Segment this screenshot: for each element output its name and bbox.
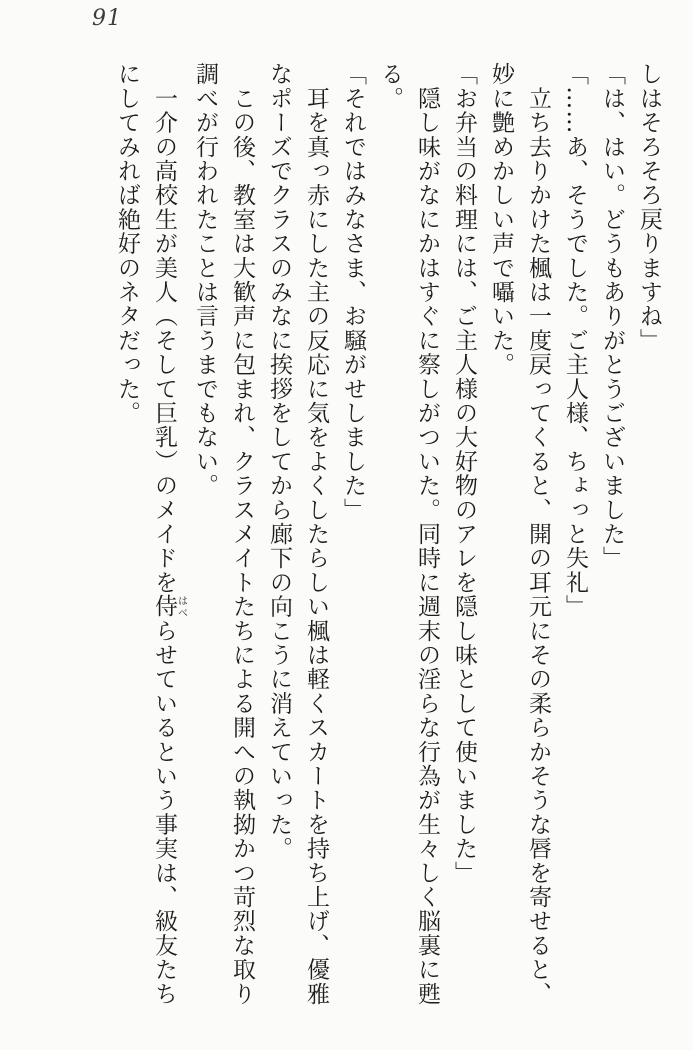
ruby-annotation [151,594,187,619]
paragraph-continuation: しはそろそろ戻りますね」 [636,62,662,353]
paragraph-final [108,62,186,1006]
paragraph-narration: この後、教室は大歓声に包まれ、クラスメイトたちによる開への執拗かつ苛烈な取り調べが行われたことは言うまでもない。 [192,62,255,1006]
paragraph-final-post: らせているという事実は、級友たちにしてみれば絶好のネタだった。 [114,62,177,1006]
paragraph-narration: 立ち去りかけた楓は一度戻ってくると、開の耳元にその柔らかそうな唇を寄せると、妙に艶めかしい声で囁いた。 [488,62,551,1006]
ruby-base: 侍 [151,594,177,619]
paragraph-dialogue: 「……あ、そうでした。ご主人様、ちょっと失礼」 [562,62,588,619]
paragraph-dialogue: 「お弁当の料理には、ご主人様の大好物のアレを隠し味として使いました」 [451,62,477,885]
ruby-text: はべ [175,594,187,619]
paragraph-dialogue: 「それではみなさま、お騒がせしました」 [340,62,366,522]
text-body [108,62,667,1006]
paragraph-narration: 隠し味がなにかはすぐに察しがついた。同時に週末の淫らな行為が生々しく脳裏に甦る。 [377,62,440,1006]
paragraph-dialogue: 「は、はい。どうもありがとうございました」 [599,62,625,571]
paragraph-final-pre: 一介の高校生が美人（そして巨乳）のメイドを [151,62,177,595]
page-number: 91 [92,6,122,31]
paragraph-narration: 耳を真っ赤にした主の反応に気をよくしたらしい楓は軽くスカートを持ち上げ、優雅なポーズでクラスのみなに挨拶をしてから廊下の向こうに消えていった。 [266,62,329,1006]
